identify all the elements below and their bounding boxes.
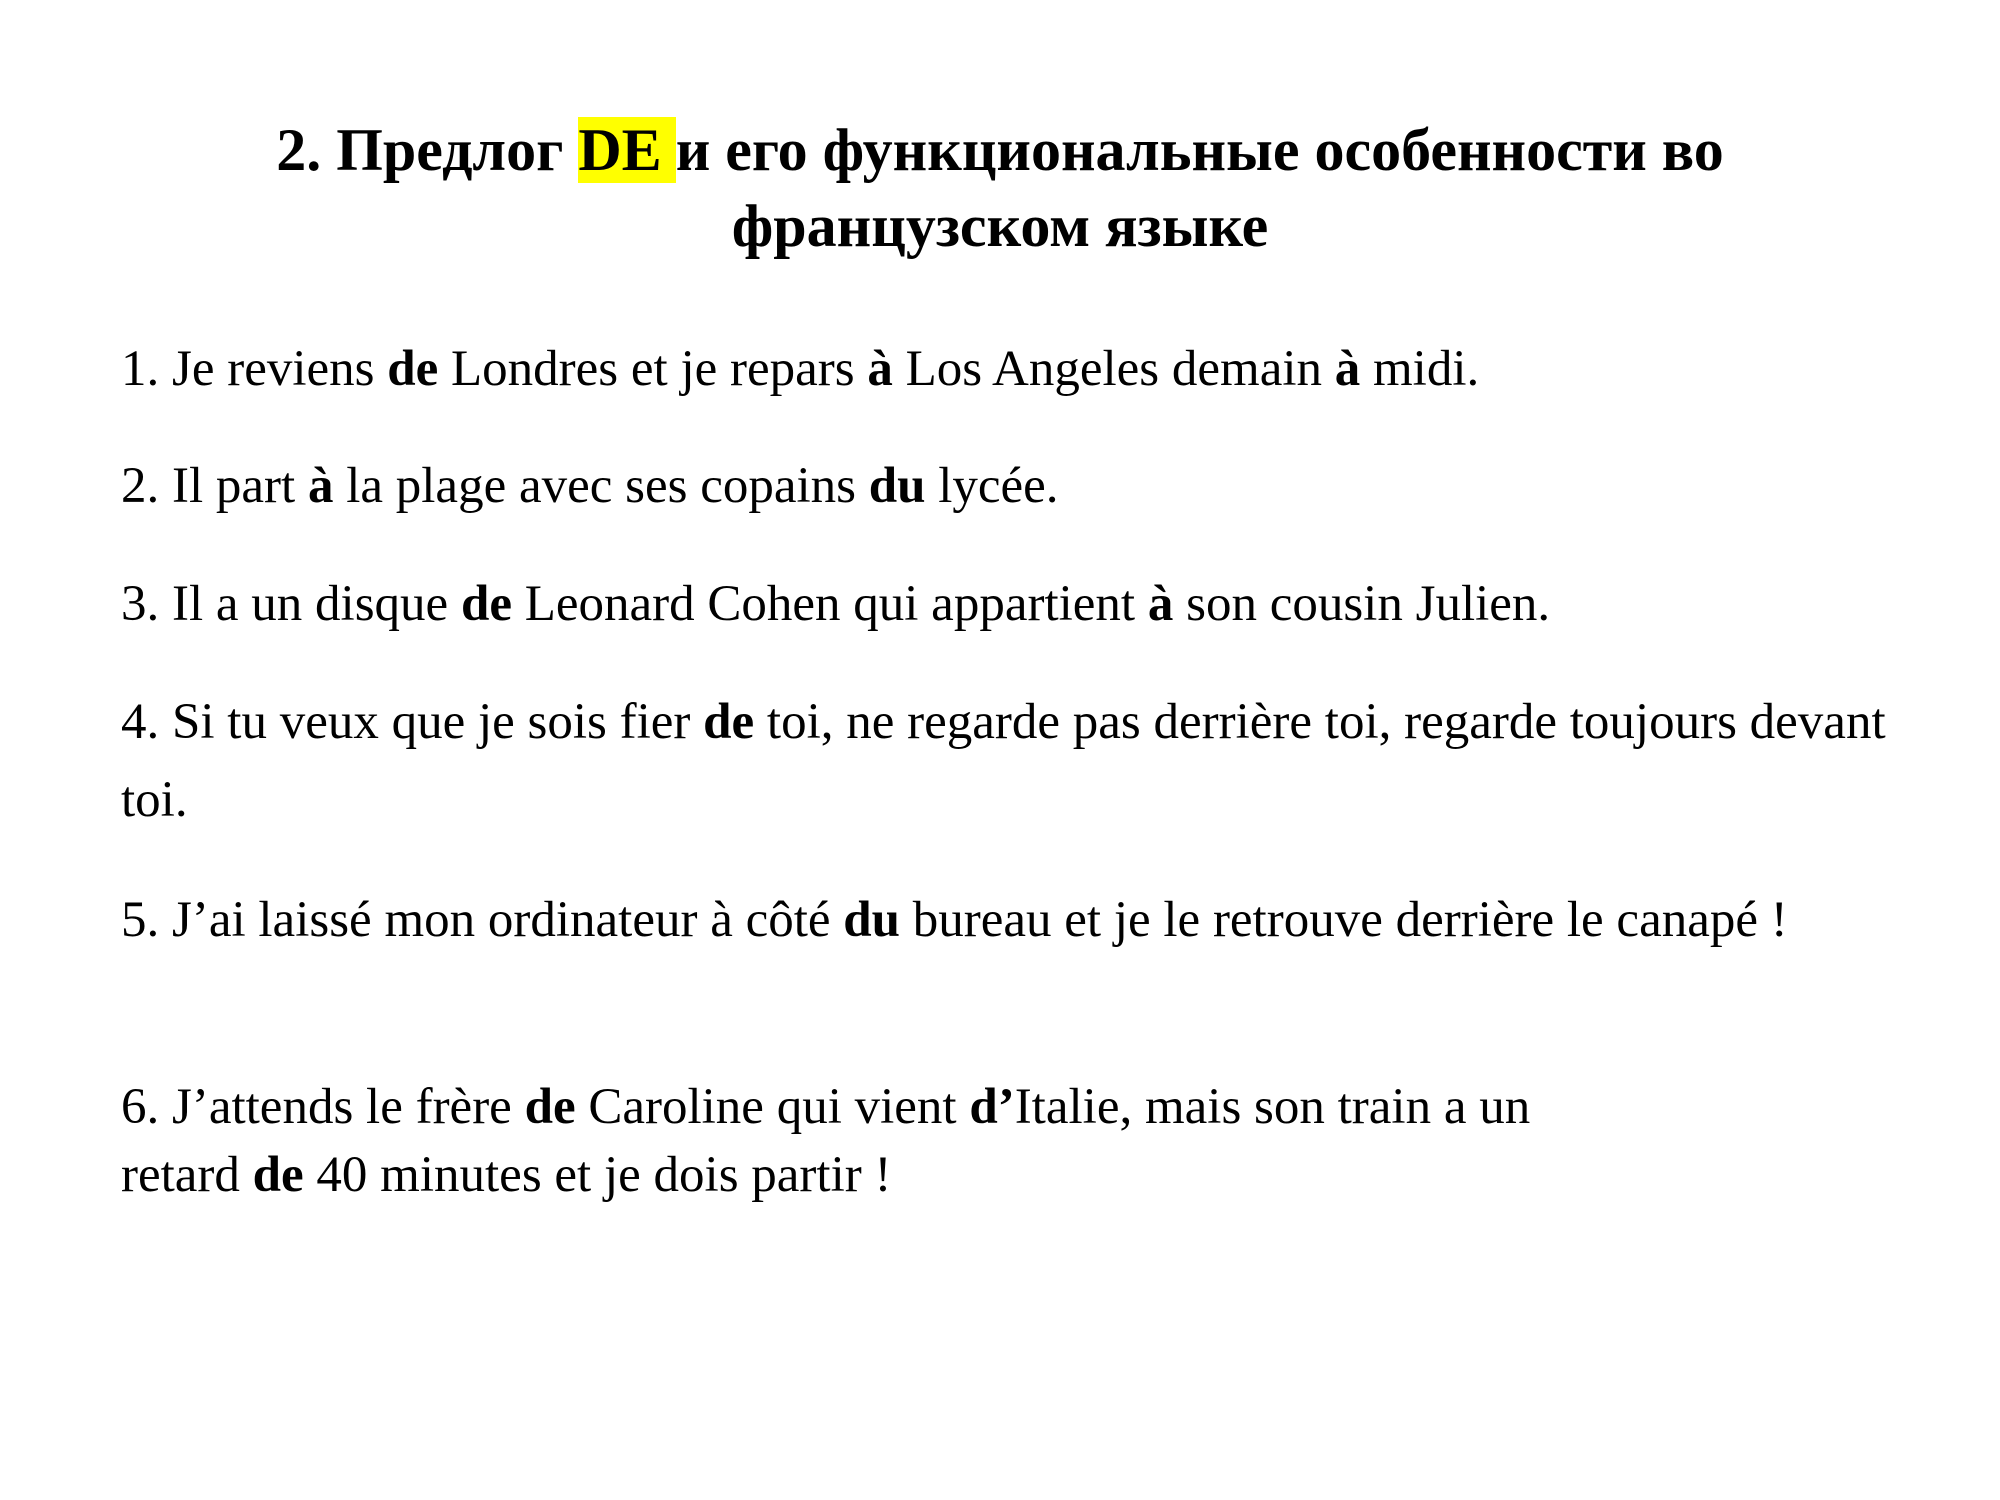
sentence-text: Je reviens [172, 341, 388, 397]
sentence-6 [121, 1073, 1901, 1209]
title-rest: и его функциональные особенности во [675, 117, 1724, 183]
preposition: de [703, 694, 755, 750]
sentence-text: Il part [172, 458, 308, 514]
sentence-3 [121, 565, 1901, 643]
preposition: de [252, 1147, 304, 1203]
preposition: à [307, 458, 334, 514]
sentence-text: 40 minutes et je dois partir ! [303, 1147, 892, 1203]
preposition: de [460, 576, 512, 632]
sentence-text: Leonard Cohen qui appartient [511, 576, 1148, 632]
sentence-4 [121, 683, 1901, 839]
sentence-text: J’ai laissé mon ordinateur à côté [172, 892, 844, 948]
sentence-text: bureau et je le retrouve derrière le canapé ! [900, 892, 1788, 948]
sentence-text: Los Angeles demain [892, 341, 1335, 397]
preposition: de [387, 341, 439, 397]
sentence-text: Caroline qui vient [575, 1079, 970, 1135]
sentence-5 [121, 881, 1901, 959]
preposition: du [843, 892, 901, 948]
sentence-number: 2. [121, 458, 172, 514]
title-prefix: 2. Предлог [276, 117, 579, 183]
highlighted-de: DE [578, 117, 675, 183]
sentence-text: la plage avec ses copains [333, 458, 869, 514]
sentence-2 [121, 447, 1901, 525]
sentence-text: lycée. [925, 458, 1059, 514]
title-line2: французском языке [731, 193, 1269, 259]
sentence-number: 6. [121, 1079, 172, 1135]
sentence-number: 4. [121, 694, 172, 750]
sentence-number: 1. [121, 341, 172, 397]
sentence-text: Italie, mais son train a un [1014, 1079, 1531, 1135]
preposition: à [867, 341, 893, 397]
sentence-text: Il a un disque [172, 576, 461, 632]
preposition: à [1334, 341, 1361, 397]
preposition: du [868, 458, 926, 514]
sentence-number: 5. [121, 892, 172, 948]
sentence-text: Si tu veux que je sois fier [172, 694, 704, 750]
sentence-text: Londres et je repars [438, 341, 868, 397]
preposition: de [524, 1079, 576, 1135]
sentence-number: 3. [121, 576, 172, 632]
sentence-text: son cousin Julien. [1173, 576, 1551, 632]
sentence-text: midi. [1360, 341, 1480, 397]
preposition: d’ [969, 1079, 1015, 1135]
sentence-text: J’attends le frère [172, 1079, 525, 1135]
preposition: à [1147, 576, 1174, 632]
sentence-1 [121, 330, 1901, 408]
slide-title [100, 112, 1900, 264]
sentence-text: toi, ne regarde pas derrière toi, regarde toujours devant toi. [121, 694, 1886, 828]
sentence-text: retard [121, 1147, 253, 1203]
